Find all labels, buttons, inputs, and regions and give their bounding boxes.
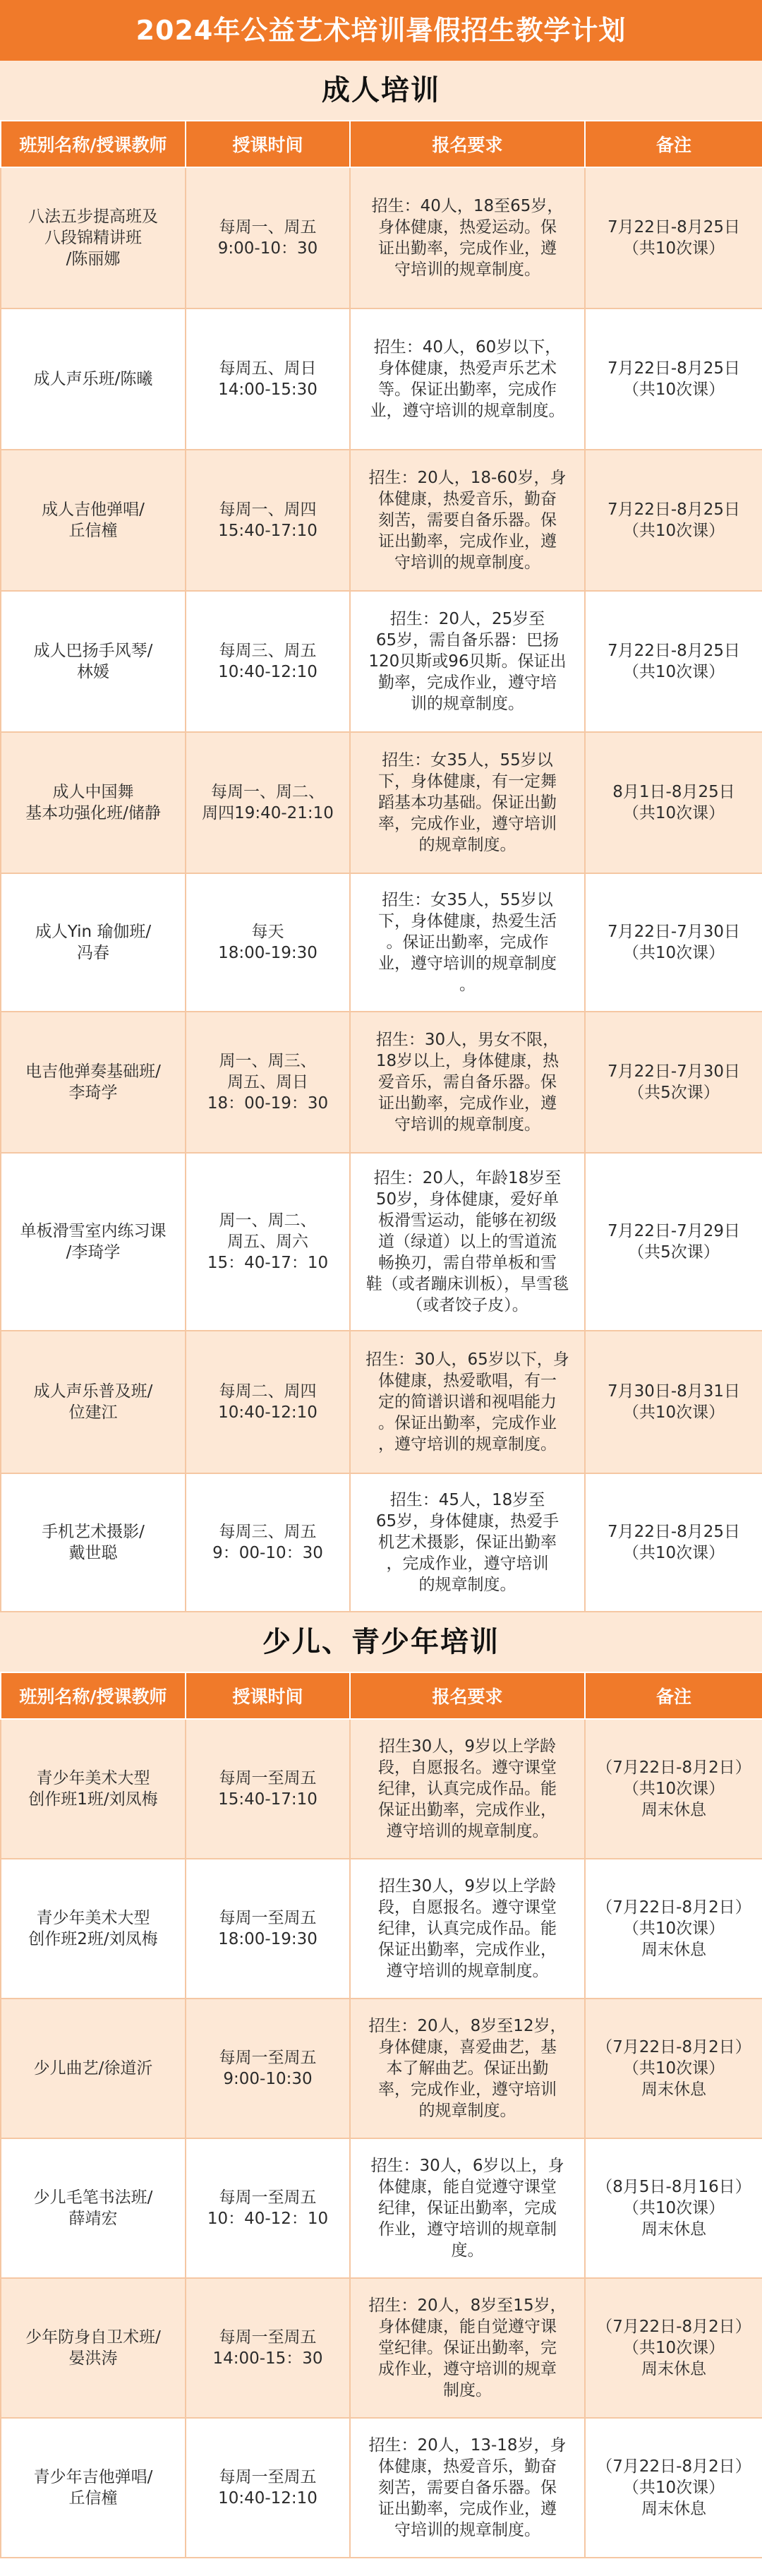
table-row [1, 308, 762, 450]
table-row [1, 1012, 762, 1153]
column-header-class-teacher: 班别名称/授课教师 [1, 1672, 186, 1719]
requirements-cell: 招生：45人，18岁至 65岁，身体健康，热爱手 机艺术摄影，保证出勤率 ，完成作业，遵守培训 的规章制度。 [350, 1473, 585, 1612]
requirements-cell: 招生：女35人，55岁以 下，身体健康，热爱生活 。保证出勤率，完成作 业，遵守培训的规章制度 。 [350, 873, 585, 1012]
time-cell: 每周五、周日 14:00-15:30 [186, 308, 350, 450]
table-row [1, 2418, 762, 2558]
column-header-requirements: 报名要求 [350, 1672, 585, 1719]
table-row [1, 1153, 762, 1331]
requirements-cell: 招生：20人，25岁至 65岁，需自备乐器：巴扬 120贝斯或96贝斯。保证出 勤率，完成作业，遵守培 训的规章制度。 [350, 591, 585, 732]
table-body [1, 1719, 762, 2558]
table-row [1, 2138, 762, 2278]
requirements-cell: 招生：40人，60岁以下， 身体健康，热爱声乐艺术 等。保证出勤率，完成作 业，遵守培训的规章制度。 [350, 308, 585, 450]
page-title: 2024年公益艺术培训暑假招生教学计划 [0, 0, 762, 61]
notes-cell: 7月22日-8月25日 （共10次课） [585, 591, 762, 732]
class-teacher-cell: 成人巴扬手风琴/ 林媛 [1, 591, 186, 732]
table-header-row [1, 121, 762, 167]
notes-cell: 7月22日-8月25日 （共10次课） [585, 167, 762, 308]
class-teacher-cell: 青少年美术大型 创作班1班/刘凤梅 [1, 1719, 186, 1859]
requirements-cell: 招生30人，9岁以上学龄 段，自愿报名。遵守课堂 纪律，认真完成作品。能 保证出勤率，完成作业， 遵守培训的规章制度。 [350, 1719, 585, 1859]
time-cell: 周一、周三、 周五、周日 18：00-19：30 [186, 1012, 350, 1153]
time-cell: 每周三、周五 10:40-12:10 [186, 591, 350, 732]
notes-cell: 7月22日-7月29日 （共5次课） [585, 1153, 762, 1331]
requirements-cell: 招生：40人，18至65岁， 身体健康，热爱运动。保 证出勤率，完成作业，遵 守培训的规章制度。 [350, 167, 585, 308]
column-header-notes: 备注 [585, 1672, 762, 1719]
notes-cell: 7月22日-8月25日 （共10次课） [585, 1473, 762, 1612]
notes-cell: （7月22日-8月2日） （共10次课） 周末休息 [585, 1859, 762, 1999]
section-title: 少儿、青少年培训 [0, 1612, 762, 1672]
table-row [1, 1859, 762, 1999]
class-teacher-cell: 少儿毛笔书法班/ 薛靖宏 [1, 2138, 186, 2278]
class-teacher-cell: 成人声乐班/陈曦 [1, 308, 186, 450]
requirements-cell: 招生：20人，8岁至12岁， 身体健康，喜爱曲艺，基 本了解曲艺。保证出勤 率，完成作业，遵守培训 的规章制度。 [350, 1999, 585, 2138]
requirements-cell: 招生：20人，年龄18岁至 50岁，身体健康，爱好单 板滑雪运动，能够在初级 道（绿道）以上的雪道流 畅换刃，需自带单板和雪 鞋（或者蹦床训板），旱雪毯 （或者饺子皮）。 [350, 1153, 585, 1331]
schedule-table-youth [0, 1672, 762, 2558]
class-teacher-cell: 成人声乐普及班/ 位建江 [1, 1331, 186, 1473]
time-cell: 每周一、周四 15:40-17:10 [186, 450, 350, 591]
notes-cell: 8月1日-8月25日 （共10次课） [585, 732, 762, 873]
notes-cell: 7月22日-8月25日 （共10次课） [585, 308, 762, 450]
time-cell: 每天 18:00-19:30 [186, 873, 350, 1012]
requirements-cell: 招生30人，9岁以上学龄 段，自愿报名。遵守课堂 纪律，认真完成作品。能 保证出勤率，完成作业， 遵守培训的规章制度。 [350, 1859, 585, 1999]
time-cell: 每周一至周五 10:40-12:10 [186, 2418, 350, 2558]
column-header-time: 授课时间 [186, 1672, 350, 1719]
table-row [1, 167, 762, 308]
class-teacher-cell: 八法五步提高班及 八段锦精讲班 /陈丽娜 [1, 167, 186, 308]
notes-cell: 7月22日-7月30日 （共5次课） [585, 1012, 762, 1153]
class-teacher-cell: 电吉他弹奏基础班/ 李琦学 [1, 1012, 186, 1153]
column-header-time: 授课时间 [186, 121, 350, 167]
table-row [1, 591, 762, 732]
time-cell: 每周一至周五 18:00-19:30 [186, 1859, 350, 1999]
section-adult [0, 61, 762, 1612]
table-row [1, 1719, 762, 1859]
table-row [1, 1331, 762, 1473]
section-title: 成人培训 [0, 61, 762, 120]
class-teacher-cell: 成人中国舞 基本功强化班/储静 [1, 732, 186, 873]
notes-cell: 7月22日-7月30日 （共10次课） [585, 873, 762, 1012]
column-header-requirements: 报名要求 [350, 121, 585, 167]
time-cell: 每周二、周四 10:40-12:10 [186, 1331, 350, 1473]
requirements-cell: 招生：30人，男女不限， 18岁以上，身体健康，热 爱音乐，需自备乐器。保 证出勤率，完成作业，遵 守培训的规章制度。 [350, 1012, 585, 1153]
notes-cell: （7月22日-8月2日） （共10次课） 周末休息 [585, 1719, 762, 1859]
table-body [1, 167, 762, 1612]
notes-cell: （7月22日-8月2日） （共10次课） 周末休息 [585, 2278, 762, 2418]
table-row [1, 732, 762, 873]
table-row [1, 873, 762, 1012]
time-cell: 每周一至周五 15:40-17:10 [186, 1719, 350, 1859]
class-teacher-cell: 少年防身自卫术班/ 晏洪涛 [1, 2278, 186, 2418]
notes-cell: （7月22日-8月2日） （共10次课） 周末休息 [585, 1999, 762, 2138]
notes-cell: （7月22日-8月2日） （共10次课） 周末休息 [585, 2418, 762, 2558]
table-row [1, 1473, 762, 1612]
section-youth [0, 1612, 762, 2558]
table-row [1, 1999, 762, 2138]
class-teacher-cell: 成人Yin 瑜伽班/ 冯春 [1, 873, 186, 1012]
requirements-cell: 招生：30人，6岁以上，身 体健康，能自觉遵守课堂 纪律，保证出勤率，完成 作业，遵守培训的规章制 度。 [350, 2138, 585, 2278]
requirements-cell: 招生：30人，65岁以下，身 体健康，热爱歌唱，有一 定的简谱识谱和视唱能力 。保证出勤率，完成作业 ，遵守培训的规章制度。 [350, 1331, 585, 1473]
time-cell: 每周一至周五 14:00-15：30 [186, 2278, 350, 2418]
table-row [1, 450, 762, 591]
time-cell: 每周三、周五 9：00-10：30 [186, 1473, 350, 1612]
class-teacher-cell: 少儿曲艺/徐道沂 [1, 1999, 186, 2138]
notes-cell: 7月22日-8月25日 （共10次课） [585, 450, 762, 591]
time-cell: 每周一、周五 9:00-10：30 [186, 167, 350, 308]
class-teacher-cell: 成人吉他弹唱/ 丘信橦 [1, 450, 186, 591]
notes-cell: 7月30日-8月31日 （共10次课） [585, 1331, 762, 1473]
class-teacher-cell: 青少年美术大型 创作班2班/刘凤梅 [1, 1859, 186, 1999]
class-teacher-cell: 青少年吉他弹唱/ 丘信橦 [1, 2418, 186, 2558]
column-header-class-teacher: 班别名称/授课教师 [1, 121, 186, 167]
requirements-cell: 招生：20人，18-60岁，身 体健康，热爱音乐，勤奋 刻苦，需要自备乐器。保 证出勤率，完成作业，遵 守培训的规章制度。 [350, 450, 585, 591]
column-header-notes: 备注 [585, 121, 762, 167]
time-cell: 每周一至周五 9:00-10:30 [186, 1999, 350, 2138]
requirements-cell: 招生：女35人，55岁以 下，身体健康，有一定舞 蹈基本功基础。保证出勤 率，完成作业，遵守培训 的规章制度。 [350, 732, 585, 873]
table-header-row [1, 1672, 762, 1719]
schedule-table-adult [0, 120, 762, 1612]
requirements-cell: 招生：20人，8岁至15岁， 身体健康，能自觉遵守课 堂纪律。保证出勤率，完 成作业，遵守培训的规章 制度。 [350, 2278, 585, 2418]
requirements-cell: 招生：20人，13-18岁，身 体健康，热爱音乐，勤奋 刻苦，需要自备乐器。保 证出勤率，完成作业，遵 守培训的规章制度。 [350, 2418, 585, 2558]
notes-cell: （8月5日-8月16日） （共10次课） 周末休息 [585, 2138, 762, 2278]
table-row [1, 2278, 762, 2418]
class-teacher-cell: 手机艺术摄影/ 戴世聪 [1, 1473, 186, 1612]
time-cell: 周一、周二、 周五、周六 15：40-17：10 [186, 1153, 350, 1331]
time-cell: 每周一至周五 10：40-12：10 [186, 2138, 350, 2278]
class-teacher-cell: 单板滑雪室内练习课 /李琦学 [1, 1153, 186, 1331]
time-cell: 每周一、周二、 周四19:40-21:10 [186, 732, 350, 873]
